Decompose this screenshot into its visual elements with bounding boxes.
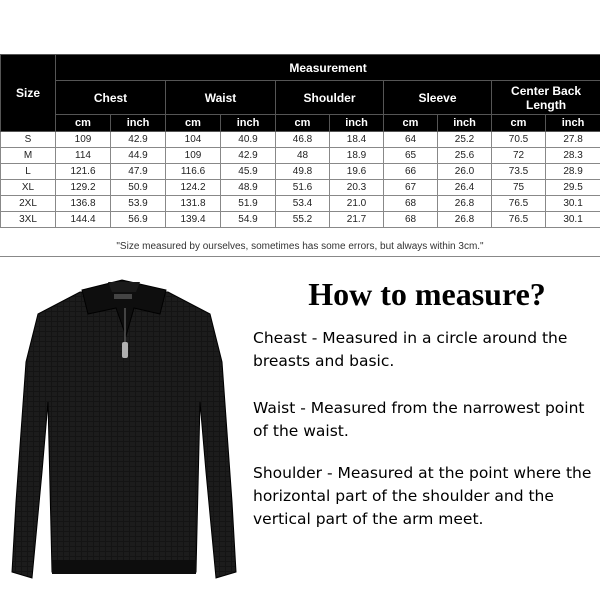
table-cell: 48.9 bbox=[221, 180, 276, 196]
table-cell: 49.8 bbox=[276, 164, 330, 180]
size-cell: M bbox=[1, 148, 56, 164]
table-cell: 40.9 bbox=[221, 132, 276, 148]
table-row bbox=[1, 196, 600, 212]
table-cell: 75 bbox=[492, 180, 546, 196]
table-cell: 56.9 bbox=[111, 212, 166, 228]
table-row bbox=[1, 132, 600, 148]
table-cell: 26.0 bbox=[438, 164, 492, 180]
table-cell: 116.6 bbox=[166, 164, 221, 180]
size-cell: 2XL bbox=[1, 196, 56, 212]
table-cell: 48 bbox=[276, 148, 330, 164]
table-cell: 109 bbox=[166, 148, 221, 164]
unit-cm: cm bbox=[56, 115, 111, 132]
table-cell: 109 bbox=[56, 132, 111, 148]
table-cell: 50.9 bbox=[111, 180, 166, 196]
table-cell: 30.1 bbox=[546, 212, 600, 228]
table-cell: 53.4 bbox=[276, 196, 330, 212]
table-cell: 73.5 bbox=[492, 164, 546, 180]
table-cell: 26.8 bbox=[438, 196, 492, 212]
table-cell: 25.6 bbox=[438, 148, 492, 164]
shoulder-header: Shoulder bbox=[276, 81, 384, 115]
table-cell: 30.1 bbox=[546, 196, 600, 212]
table-cell: 76.5 bbox=[492, 212, 546, 228]
unit-cm: cm bbox=[384, 115, 438, 132]
table-cell: 28.3 bbox=[546, 148, 600, 164]
table-cell: 46.8 bbox=[276, 132, 330, 148]
size-header: Size bbox=[1, 55, 56, 132]
table-cell: 136.8 bbox=[56, 196, 111, 212]
table-cell: 21.7 bbox=[330, 212, 384, 228]
unit-inch: inch bbox=[546, 115, 600, 132]
table-cell: 44.9 bbox=[111, 148, 166, 164]
table-row bbox=[1, 212, 600, 228]
divider bbox=[0, 256, 600, 257]
shoulder-measure-instruction: Shoulder - Measured at the point where the horizontal part of the shoulder and the vertical part of the arm meet. bbox=[253, 464, 592, 528]
table-cell: 124.2 bbox=[166, 180, 221, 196]
table-cell: 18.4 bbox=[330, 132, 384, 148]
table-cell: 67 bbox=[384, 180, 438, 196]
table-cell: 68 bbox=[384, 196, 438, 212]
measurement-header: Measurement bbox=[56, 55, 600, 81]
table-cell: 121.6 bbox=[56, 164, 111, 180]
table-cell: 47.9 bbox=[111, 164, 166, 180]
table-cell: 29.5 bbox=[546, 180, 600, 196]
table-row bbox=[1, 164, 600, 180]
center-back-length-header: Center Back Length bbox=[492, 81, 600, 115]
chest-measure-instruction: Cheast - Measured in a circle around the breasts and basic. bbox=[253, 329, 568, 370]
table-cell: 70.5 bbox=[492, 132, 546, 148]
chest-header: Chest bbox=[56, 81, 166, 115]
size-cell: L bbox=[1, 164, 56, 180]
table-cell: 18.9 bbox=[330, 148, 384, 164]
table-cell: 68 bbox=[384, 212, 438, 228]
table-cell: 26.8 bbox=[438, 212, 492, 228]
unit-cm: cm bbox=[166, 115, 221, 132]
size-cell: S bbox=[1, 132, 56, 148]
size-rows bbox=[1, 132, 600, 228]
table-cell: 42.9 bbox=[221, 148, 276, 164]
table-cell: 26.4 bbox=[438, 180, 492, 196]
table-cell: 45.9 bbox=[221, 164, 276, 180]
table-row bbox=[1, 148, 600, 164]
table-cell: 139.4 bbox=[166, 212, 221, 228]
table-cell: 51.6 bbox=[276, 180, 330, 196]
table-cell: 114 bbox=[56, 148, 111, 164]
table-cell: 42.9 bbox=[111, 132, 166, 148]
unit-cm: cm bbox=[276, 115, 330, 132]
table-cell: 53.9 bbox=[111, 196, 166, 212]
how-to-measure-title: How to measure? bbox=[308, 276, 546, 312]
table-cell: 72 bbox=[492, 148, 546, 164]
size-cell: XL bbox=[1, 180, 56, 196]
table-cell: 76.5 bbox=[492, 196, 546, 212]
table-cell: 144.4 bbox=[56, 212, 111, 228]
table-cell: 129.2 bbox=[56, 180, 111, 196]
unit-cm: cm bbox=[492, 115, 546, 132]
table-cell: 21.0 bbox=[330, 196, 384, 212]
table-row bbox=[1, 180, 600, 196]
sleeve-header: Sleeve bbox=[384, 81, 492, 115]
table-cell: 104 bbox=[166, 132, 221, 148]
unit-inch: inch bbox=[111, 115, 166, 132]
unit-inch: inch bbox=[438, 115, 492, 132]
table-cell: 65 bbox=[384, 148, 438, 164]
table-cell: 131.8 bbox=[166, 196, 221, 212]
table-cell: 51.9 bbox=[221, 196, 276, 212]
size-note: "Size measured by ourselves, sometimes has some errors, but always within 3cm." bbox=[116, 241, 484, 252]
waist-measure-instruction: Waist - Measured from the narrowest point of the waist. bbox=[253, 399, 585, 440]
size-chart-table bbox=[0, 54, 600, 228]
table-cell: 25.2 bbox=[438, 132, 492, 148]
table-cell: 28.9 bbox=[546, 164, 600, 180]
size-cell: 3XL bbox=[1, 212, 56, 228]
waist-header: Waist bbox=[166, 81, 276, 115]
table-cell: 64 bbox=[384, 132, 438, 148]
table-cell: 54.9 bbox=[221, 212, 276, 228]
unit-inch: inch bbox=[221, 115, 276, 132]
table-cell: 55.2 bbox=[276, 212, 330, 228]
unit-inch: inch bbox=[330, 115, 384, 132]
table-cell: 20.3 bbox=[330, 180, 384, 196]
black-quarter-zip-sweater-image bbox=[10, 272, 238, 594]
table-cell: 27.8 bbox=[546, 132, 600, 148]
table-cell: 19.6 bbox=[330, 164, 384, 180]
table-cell: 66 bbox=[384, 164, 438, 180]
